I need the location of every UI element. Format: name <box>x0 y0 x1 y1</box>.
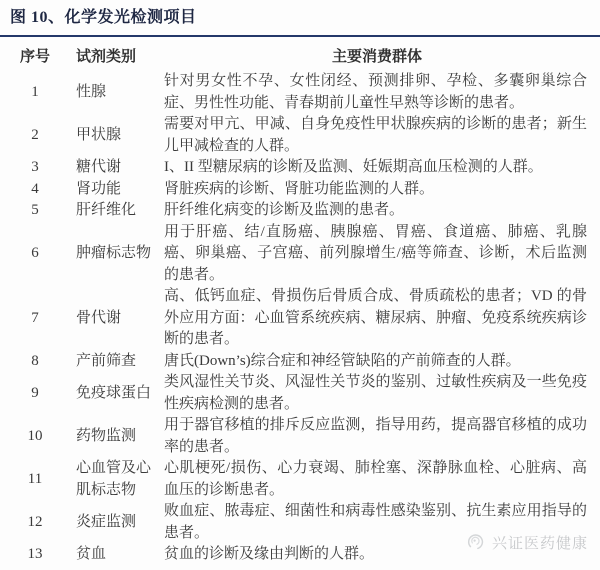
reagent-category: 免疫球蛋白 <box>76 384 152 401</box>
consumer-group: 肾脏疾病的诊断、肾脏功能监测的人群。 <box>164 180 435 197</box>
consumer-group: 高、低钙血症、骨损伤后骨质合成、骨质疏松的患者；VD 的骨外应用方面：心血管系统疾病、糖尿病、肿瘤、免疫系统疾病诊断的患者。 <box>164 288 587 347</box>
brand-watermark <box>465 531 588 553</box>
table-header-row <box>10 39 590 71</box>
row-number: 12 <box>27 513 43 530</box>
reagent-category: 贫血 <box>76 546 107 562</box>
chemiluminescence-items-table <box>10 39 590 566</box>
row-number: 3 <box>31 159 39 175</box>
title-divider <box>0 35 600 37</box>
reagent-category: 糖代谢 <box>76 159 122 175</box>
reagent-category: 肝纤维化 <box>76 202 137 218</box>
brand-logo-icon <box>465 531 487 553</box>
consumer-group: 败血症、脓毒症、细菌性和病毒性感染鉴别、抗生素应用指导的患者。 <box>164 503 587 541</box>
reagent-category: 甲状腺 <box>76 126 122 143</box>
reagent-category: 肾功能 <box>76 180 122 197</box>
reagent-category: 炎症监测 <box>76 513 137 530</box>
table-row <box>10 71 590 114</box>
row-number: 8 <box>31 352 39 369</box>
figure-title: 图 10、化学发光检测项目 <box>10 9 197 26</box>
consumer-group: 肝纤维化病变的诊断及监测的患者。 <box>164 202 405 218</box>
row-number: 4 <box>31 180 39 197</box>
consumer-group: 心肌梗死/损伤、心力衰竭、肺栓塞、深静脉血栓、心脏病、高血压的诊断患者。 <box>164 460 587 498</box>
row-number: 11 <box>27 470 43 487</box>
reagent-category: 性腺 <box>76 83 107 100</box>
table-row <box>10 179 590 201</box>
consumer-group: 针对男女性不孕、女性闭经、预测排卵、孕检、多囊卵巢综合症、男性性功能、青春期前儿童性早熟等诊断的患者。 <box>164 73 587 111</box>
reagent-category: 肿瘤标志物 <box>76 245 152 261</box>
table-row <box>10 458 590 501</box>
consumer-group: I、II 型糖尿病的诊断及监测、妊娠期高血压检测的人群。 <box>164 159 543 175</box>
row-number: 9 <box>31 384 39 401</box>
reagent-category: 产前筛查 <box>76 352 137 369</box>
row-number: 7 <box>31 309 39 326</box>
table-row <box>10 114 590 157</box>
consumer-group: 类风湿性关节炎、风湿性关节炎的鉴别、过敏性疾病及一些免疫性疾病检测的患者。 <box>164 374 587 412</box>
consumer-group: 用于器官移植的排斥反应监测，指导用药，提高器官移植的成功率的患者。 <box>164 417 587 455</box>
table-row <box>10 351 590 373</box>
reagent-category: 心血管及心肌标志物 <box>76 460 152 498</box>
consumer-group: 用于肝癌、结/直肠癌、胰腺癌、胃癌、食道癌、肺癌、乳腺癌、卵巢癌、子宫癌、前列腺增生/癌等筛查、诊断，术后监测的患者。 <box>164 223 587 283</box>
table-row <box>10 286 590 351</box>
consumer-group: 需要对甲亢、甲减、自身免疫性甲状腺疾病的诊断的患者；新生儿甲减检查的人群。 <box>164 116 587 154</box>
header-main-consumer-group: 主要消费群体 <box>331 49 422 65</box>
table-row <box>10 157 590 179</box>
row-number: 2 <box>31 126 39 143</box>
header-serial-number: 序号 <box>19 49 50 65</box>
table-row <box>10 222 590 287</box>
consumer-group: 唐氏(Down’s)综合症和神经管缺陷的产前筛查的人群。 <box>164 352 521 369</box>
table-row <box>10 372 590 415</box>
row-number: 6 <box>31 245 39 261</box>
consumer-group: 贫血的诊断及缘由判断的人群。 <box>164 546 375 562</box>
row-number: 5 <box>31 202 39 218</box>
header-reagent-category: 试剂类别 <box>76 49 137 65</box>
reagent-category: 骨代谢 <box>76 309 122 326</box>
row-number: 10 <box>27 427 43 444</box>
table-row <box>10 200 590 222</box>
row-number: 1 <box>31 83 39 100</box>
row-number: 13 <box>27 546 43 562</box>
watermark-label: 兴证医药健康 <box>491 534 588 552</box>
table-row <box>10 415 590 458</box>
reagent-category: 药物监测 <box>76 427 137 444</box>
